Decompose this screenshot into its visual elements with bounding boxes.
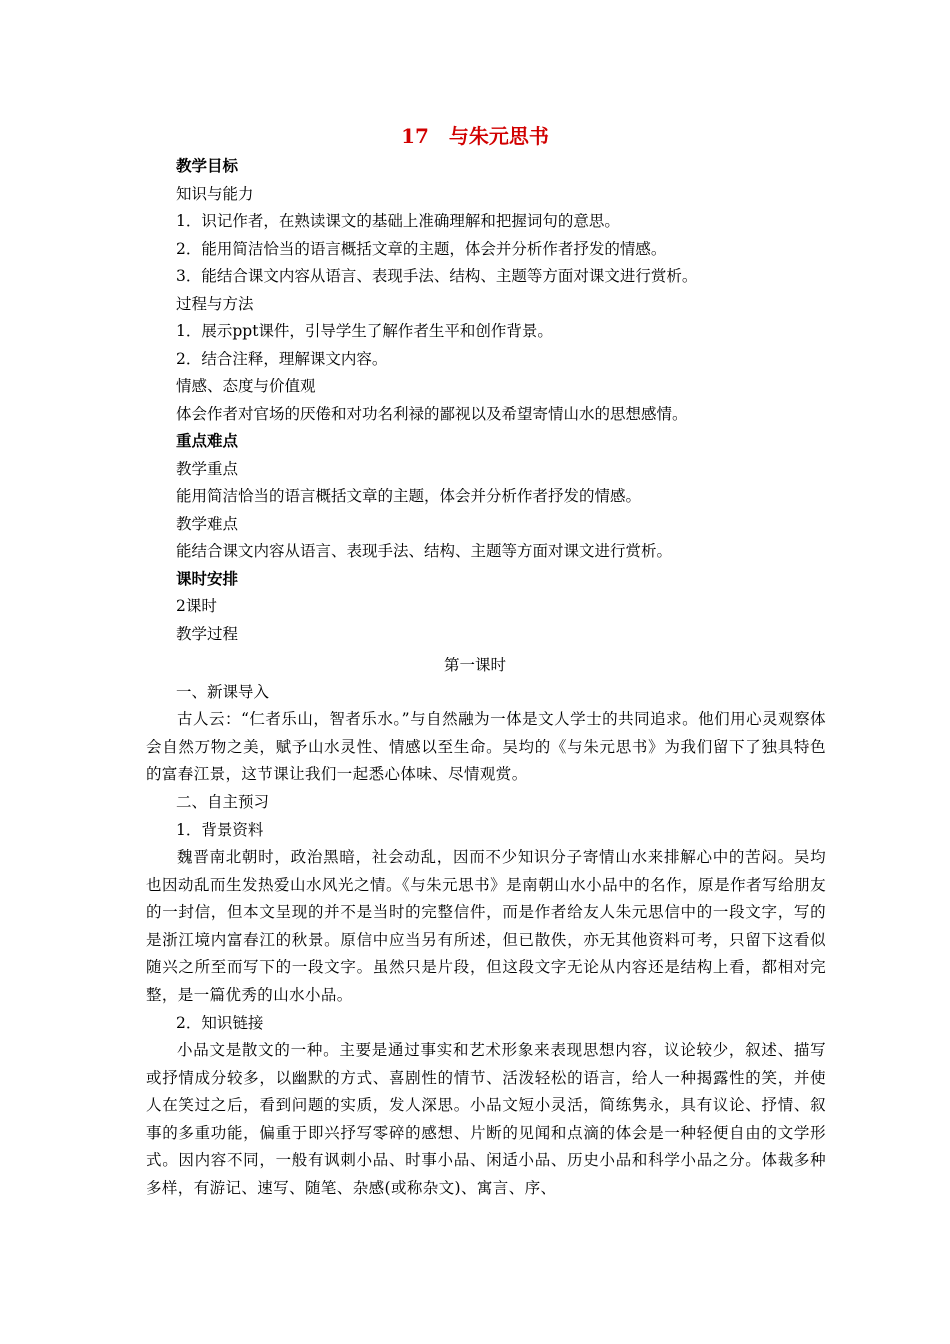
knowledge-ability-heading: 知识与能力 — [176, 185, 254, 203]
teaching-focus-item: 能用简洁恰当的语言概括文章的主题，体会并分析作者抒发的情感。 — [176, 487, 642, 505]
knowledge-ability-item-1: 1．识记作者，在熟读课文的基础上准确理解和把握词句的意思。 — [176, 212, 620, 230]
teaching-goals-heading: 教学目标 — [176, 157, 239, 175]
first-lesson-heading: 第一课时 — [443, 656, 506, 674]
background-heading: 1．背景资料 — [176, 821, 264, 839]
teaching-focus-heading: 教学重点 — [176, 460, 239, 478]
process-method-item-1: 1．展示ppt课件，引导学生了解作者生平和创作背景。 — [176, 322, 553, 340]
knowledge-ability-item-3: 3．能结合课文内容从语言、表现手法、结构、主题等方面对课文进行赏析。 — [176, 267, 698, 285]
knowledge-link-paragraph: 小品文是散文的一种。主要是通过事实和艺术形象来表现思想内容，议论较少，叙述、描写或抒情成分较多，以幽默的方式、喜剧性的情节、活泼轻松的语言，给人一种揭露性的笑，并使人在笑过之后，看到问题的实质，发人深思。小品文短小灵活，简练隽永，具有议论、抒情、叙事的多重功能，偏重于即兴抒写零碎的感想、片断的见闻和点滴的体会是一种轻便自由的文学形式。因内容不同，一般有讽刺小品、时事小品、闲适小品、历史小品和科学小品之分。体裁多种多样，有游记、速写、随笔、杂感(或称杂文)、寓言、序、 — [146, 1041, 826, 1197]
teaching-difficulty-heading: 教学难点 — [176, 515, 239, 533]
preview-heading: 二、自主预习 — [176, 793, 270, 811]
schedule-item: 2课时 — [176, 597, 217, 615]
knowledge-ability-item-2: 2．能用简洁恰当的语言概括文章的主题，体会并分析作者抒发的情感。 — [176, 240, 667, 258]
process-method-heading: 过程与方法 — [176, 295, 254, 313]
schedule-heading: 课时安排 — [176, 570, 239, 588]
background-paragraph: 魏晋南北朝时，政治黑暗，社会动乱，因而不少知识分子寄情山水来排解心中的苦闷。吴均也因动乱而生发热爱山水风光之情。《与朱元思书》是南朝山水小品中的名作，原是作者写给朋友的一封信，但本文呈现的并不是当时的完整信件，而是作者给友人朱元思信中的一段文字，写的是浙江境内富春江的秋景。原信中应当另有所述，但已散佚，亦无其他资料可考，只留下这看似随兴之所至而写下的一段文字。虽然只是片段，但这段文字无论从内容还是结构上看，都相对完整，是一篇优秀的山水小品。 — [146, 848, 826, 1004]
emotion-values-item-1: 体会作者对官场的厌倦和对功名利禄的鄙视以及希望寄情山水的思想感情。 — [176, 405, 688, 423]
intro-paragraph: 古人云：“仁者乐山，智者乐水。”与自然融为一体是文人学士的共同追求。他们用心灵观察体会自然万物之美，赋予山水灵性、情感以至生命。吴均的《与朱元思书》为我们留下了独具特色的富春江景，这节课让我们一起悉心体味、尽情观赏。 — [146, 710, 826, 783]
process-method-item-2: 2．结合注释，理解课文内容。 — [176, 350, 388, 368]
teaching-difficulty-item: 能结合课文内容从语言、表现手法、结构、主题等方面对课文进行赏析。 — [176, 542, 673, 560]
teaching-process-heading: 教学过程 — [176, 625, 239, 643]
emotion-values-heading: 情感、态度与价值观 — [176, 377, 316, 395]
knowledge-link-heading: 2．知识链接 — [176, 1014, 264, 1032]
intro-heading: 一、新课导入 — [176, 683, 270, 701]
key-difficulty-heading: 重点难点 — [176, 432, 239, 450]
lesson-title: 17 与朱元思书 — [401, 124, 549, 148]
